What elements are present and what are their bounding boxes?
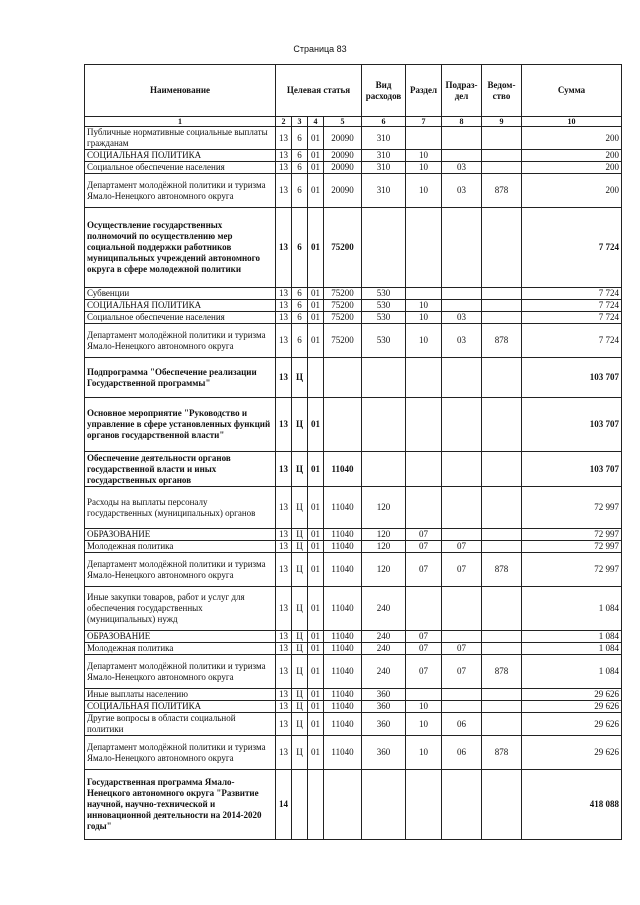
- podrazdel-cell: 03: [442, 312, 482, 324]
- vid-cell: 240: [362, 655, 406, 689]
- vid-cell: 360: [362, 736, 406, 770]
- row-name: Молодежная политика: [85, 541, 276, 553]
- target-code-3: 01: [308, 312, 324, 324]
- target-code-1: 13: [276, 713, 292, 736]
- target-code-2: Ц: [292, 529, 308, 541]
- vid-cell: [362, 358, 406, 398]
- target-code-4: 11040: [324, 713, 362, 736]
- vid-cell: 310: [362, 174, 406, 208]
- sum-cell: 72 997: [522, 553, 622, 587]
- row-name: Обеспечение деятельности органов государственной власти и иных государственных органов: [85, 452, 276, 487]
- target-code-1: 13: [276, 631, 292, 643]
- vedomstvo-cell: [482, 487, 522, 529]
- podrazdel-cell: [442, 208, 482, 288]
- podrazdel-cell: [442, 398, 482, 452]
- target-code-2: 6: [292, 150, 308, 162]
- podrazdel-cell: 03: [442, 174, 482, 208]
- target-code-2: Ц: [292, 643, 308, 655]
- row-name: Осуществление государственных полномочий по осуществлению мер социальной поддержки работников муниципальных учреждений автономного округа в сфере молодежной политики: [85, 208, 276, 288]
- target-code-2: 6: [292, 288, 308, 300]
- sum-cell: 103 707: [522, 398, 622, 452]
- target-code-4: 11040: [324, 541, 362, 553]
- podrazdel-cell: 03: [442, 162, 482, 174]
- sum-cell: 29 626: [522, 713, 622, 736]
- col-number: 1: [85, 117, 276, 127]
- target-code-3: 01: [308, 398, 324, 452]
- row-name: Департамент молодёжной политики и туризма Ямало-Ненецкого автономного округа: [85, 736, 276, 770]
- target-code-4: 11040: [324, 643, 362, 655]
- header-podrazdel: Подраз-дел: [442, 65, 482, 117]
- vedomstvo-cell: [482, 529, 522, 541]
- podrazdel-cell: 07: [442, 541, 482, 553]
- target-code-4: 20090: [324, 162, 362, 174]
- sum-cell: 7 724: [522, 208, 622, 288]
- row-name: Публичные нормативные социальные выплаты гражданам: [85, 127, 276, 150]
- target-code-1: 13: [276, 541, 292, 553]
- podrazdel-cell: [442, 127, 482, 150]
- razdel-cell: [406, 689, 442, 701]
- razdel-cell: [406, 358, 442, 398]
- target-code-1: 13: [276, 208, 292, 288]
- vedomstvo-cell: [482, 398, 522, 452]
- row-name: Департамент молодёжной политики и туризма Ямало-Ненецкого автономного округа: [85, 174, 276, 208]
- target-code-4: 11040: [324, 631, 362, 643]
- vedomstvo-cell: 878: [482, 174, 522, 208]
- target-code-4: 75200: [324, 208, 362, 288]
- row-name: Иные закупки товаров, работ и услуг для обеспечения государственных (муниципальных) нужд: [85, 587, 276, 631]
- table-row: [85, 300, 622, 312]
- razdel-cell: 07: [406, 631, 442, 643]
- row-name: Субвенции: [85, 288, 276, 300]
- vedomstvo-cell: 878: [482, 736, 522, 770]
- col-number: 7: [406, 117, 442, 127]
- razdel-cell: [406, 587, 442, 631]
- target-code-2: [292, 770, 308, 840]
- razdel-cell: 10: [406, 701, 442, 713]
- target-code-4: 11040: [324, 553, 362, 587]
- razdel-cell: [406, 452, 442, 487]
- target-code-1: 13: [276, 174, 292, 208]
- razdel-cell: [406, 127, 442, 150]
- sum-cell: 200: [522, 174, 622, 208]
- razdel-cell: 10: [406, 713, 442, 736]
- table-row: [85, 541, 622, 553]
- vedomstvo-cell: 878: [482, 655, 522, 689]
- target-code-1: 13: [276, 655, 292, 689]
- vid-cell: 310: [362, 162, 406, 174]
- vid-cell: 310: [362, 150, 406, 162]
- sum-cell: 1 084: [522, 631, 622, 643]
- row-name: СОЦИАЛЬНАЯ ПОЛИТИКА: [85, 300, 276, 312]
- target-code-4: 11040: [324, 701, 362, 713]
- target-code-3: 01: [308, 300, 324, 312]
- table-row: [85, 288, 622, 300]
- target-code-4: 75200: [324, 324, 362, 358]
- table-row: [85, 770, 622, 840]
- sum-cell: 200: [522, 150, 622, 162]
- target-code-2: Ц: [292, 701, 308, 713]
- razdel-cell: 07: [406, 541, 442, 553]
- row-name: ОБРАЗОВАНИЕ: [85, 631, 276, 643]
- vid-cell: 360: [362, 713, 406, 736]
- target-code-3: 01: [308, 655, 324, 689]
- sum-cell: 29 626: [522, 736, 622, 770]
- target-code-4: 75200: [324, 312, 362, 324]
- podrazdel-cell: 07: [442, 553, 482, 587]
- target-code-2: 6: [292, 162, 308, 174]
- vid-cell: 530: [362, 300, 406, 312]
- target-code-2: Ц: [292, 736, 308, 770]
- target-code-3: 01: [308, 553, 324, 587]
- target-code-2: Ц: [292, 358, 308, 398]
- vedomstvo-cell: 878: [482, 553, 522, 587]
- header-name: Наименование: [85, 65, 276, 117]
- table-row: [85, 553, 622, 587]
- target-code-4: 11040: [324, 655, 362, 689]
- vid-cell: 310: [362, 127, 406, 150]
- row-name: Другие вопросы в области социальной политики: [85, 713, 276, 736]
- target-code-2: 6: [292, 174, 308, 208]
- razdel-cell: 10: [406, 324, 442, 358]
- col-number: 6: [362, 117, 406, 127]
- sum-cell: 72 997: [522, 541, 622, 553]
- vedomstvo-cell: [482, 713, 522, 736]
- razdel-cell: [406, 487, 442, 529]
- target-code-1: 13: [276, 288, 292, 300]
- target-code-4: 75200: [324, 288, 362, 300]
- col-number: 3: [292, 117, 308, 127]
- vedomstvo-cell: [482, 631, 522, 643]
- podrazdel-cell: [442, 358, 482, 398]
- header-vid: Вид расходов: [362, 65, 406, 117]
- col-number: 4: [308, 117, 324, 127]
- razdel-cell: [406, 208, 442, 288]
- page-label: Страница 83: [293, 44, 347, 54]
- target-code-3: 01: [308, 288, 324, 300]
- vedomstvo-cell: [482, 541, 522, 553]
- vedomstvo-cell: [482, 643, 522, 655]
- target-code-3: 01: [308, 162, 324, 174]
- vid-cell: 530: [362, 312, 406, 324]
- target-code-3: 01: [308, 736, 324, 770]
- target-code-3: 01: [308, 541, 324, 553]
- vid-cell: 360: [362, 689, 406, 701]
- podrazdel-cell: 03: [442, 324, 482, 358]
- razdel-cell: 10: [406, 162, 442, 174]
- target-code-1: 13: [276, 127, 292, 150]
- target-code-4: 20090: [324, 150, 362, 162]
- vedomstvo-cell: [482, 587, 522, 631]
- sum-cell: 1 084: [522, 643, 622, 655]
- target-code-1: 13: [276, 452, 292, 487]
- razdel-cell: 10: [406, 312, 442, 324]
- podrazdel-cell: 06: [442, 736, 482, 770]
- target-code-3: 01: [308, 689, 324, 701]
- table-row: [85, 631, 622, 643]
- sum-cell: 200: [522, 127, 622, 150]
- header-target: Целевая статья: [276, 65, 362, 117]
- vid-cell: [362, 452, 406, 487]
- razdel-cell: [406, 770, 442, 840]
- target-code-1: 13: [276, 643, 292, 655]
- sum-cell: 7 724: [522, 324, 622, 358]
- table-row: [85, 587, 622, 631]
- target-code-3: 01: [308, 643, 324, 655]
- vedomstvo-cell: [482, 150, 522, 162]
- vid-cell: 240: [362, 643, 406, 655]
- row-name: Департамент молодёжной политики и туризма Ямало-Ненецкого автономного округа: [85, 324, 276, 358]
- podrazdel-cell: [442, 701, 482, 713]
- sum-cell: 72 997: [522, 529, 622, 541]
- razdel-cell: 07: [406, 643, 442, 655]
- target-code-3: 01: [308, 324, 324, 358]
- target-code-3: 01: [308, 150, 324, 162]
- sum-cell: 418 088: [522, 770, 622, 840]
- table-row: [85, 643, 622, 655]
- header-row: [85, 65, 622, 117]
- vid-cell: [362, 770, 406, 840]
- table-row: [85, 358, 622, 398]
- target-code-4: [324, 358, 362, 398]
- target-code-1: 13: [276, 300, 292, 312]
- vid-cell: 120: [362, 553, 406, 587]
- podrazdel-cell: 07: [442, 643, 482, 655]
- vedomstvo-cell: 878: [482, 324, 522, 358]
- header-razdel: Раздел: [406, 65, 442, 117]
- target-code-1: 13: [276, 587, 292, 631]
- row-name: Департамент молодёжной политики и туризма Ямало-Ненецкого автономного округа: [85, 655, 276, 689]
- vedomstvo-cell: [482, 689, 522, 701]
- sum-cell: 72 997: [522, 487, 622, 529]
- razdel-cell: 07: [406, 553, 442, 587]
- sum-cell: 103 707: [522, 358, 622, 398]
- row-name: Иные выплаты населению: [85, 689, 276, 701]
- table-row: [85, 150, 622, 162]
- col-number: 2: [276, 117, 292, 127]
- razdel-cell: 07: [406, 655, 442, 689]
- vid-cell: 120: [362, 529, 406, 541]
- vid-cell: 530: [362, 288, 406, 300]
- budget-table: [84, 64, 622, 840]
- podrazdel-cell: [442, 288, 482, 300]
- sum-cell: 103 707: [522, 452, 622, 487]
- target-code-2: Ц: [292, 553, 308, 587]
- sum-cell: 7 724: [522, 300, 622, 312]
- vid-cell: 240: [362, 631, 406, 643]
- table-row: [85, 713, 622, 736]
- vid-cell: [362, 398, 406, 452]
- podrazdel-cell: [442, 689, 482, 701]
- razdel-cell: 10: [406, 174, 442, 208]
- row-name: Молодежная политика: [85, 643, 276, 655]
- target-code-2: 6: [292, 208, 308, 288]
- row-name: Основное мероприятие "Руководство и управление в сфере установленных функций органов государственной власти": [85, 398, 276, 452]
- vid-cell: 120: [362, 487, 406, 529]
- vid-cell: [362, 208, 406, 288]
- vid-cell: 240: [362, 587, 406, 631]
- target-code-4: 75200: [324, 300, 362, 312]
- target-code-2: 6: [292, 300, 308, 312]
- table-row: [85, 208, 622, 288]
- target-code-4: 11040: [324, 529, 362, 541]
- target-code-2: Ц: [292, 689, 308, 701]
- row-name: Департамент молодёжной политики и туризма Ямало-Ненецкого автономного округа: [85, 553, 276, 587]
- target-code-4: [324, 398, 362, 452]
- target-code-3: [308, 770, 324, 840]
- podrazdel-cell: 06: [442, 713, 482, 736]
- podrazdel-cell: [442, 150, 482, 162]
- header-summa: Сумма: [522, 65, 622, 117]
- target-code-1: 13: [276, 701, 292, 713]
- target-code-2: 6: [292, 312, 308, 324]
- target-code-1: 13: [276, 150, 292, 162]
- sum-cell: 1 084: [522, 587, 622, 631]
- target-code-1: 13: [276, 324, 292, 358]
- table-row: [85, 398, 622, 452]
- target-code-2: Ц: [292, 655, 308, 689]
- target-code-2: 6: [292, 324, 308, 358]
- target-code-3: 01: [308, 631, 324, 643]
- header-vedomstvo: Ведом-ство: [482, 65, 522, 117]
- razdel-cell: [406, 288, 442, 300]
- podrazdel-cell: [442, 529, 482, 541]
- target-code-1: 13: [276, 398, 292, 452]
- target-code-3: 01: [308, 452, 324, 487]
- target-code-1: 13: [276, 689, 292, 701]
- target-code-4: 20090: [324, 127, 362, 150]
- target-code-2: Ц: [292, 713, 308, 736]
- table-row: [85, 162, 622, 174]
- row-name: Социальное обеспечение населения: [85, 312, 276, 324]
- podrazdel-cell: [442, 452, 482, 487]
- target-code-2: Ц: [292, 541, 308, 553]
- razdel-cell: 10: [406, 300, 442, 312]
- vedomstvo-cell: [482, 770, 522, 840]
- target-code-4: 11040: [324, 452, 362, 487]
- vid-cell: 530: [362, 324, 406, 358]
- sum-cell: 7 724: [522, 288, 622, 300]
- podrazdel-cell: 07: [442, 655, 482, 689]
- target-code-2: Ц: [292, 631, 308, 643]
- row-name: Подпрограмма "Обеспечение реализации Государственной программы": [85, 358, 276, 398]
- target-code-2: Ц: [292, 587, 308, 631]
- target-code-1: 13: [276, 529, 292, 541]
- vedomstvo-cell: [482, 162, 522, 174]
- target-code-3: 01: [308, 487, 324, 529]
- row-name: Государственная программа Ямало-Ненецкого автономного округа "Развитие научной, научно-технической и инновационной деятельности на 2014-2020 годы": [85, 770, 276, 840]
- target-code-3: 01: [308, 174, 324, 208]
- target-code-2: 6: [292, 127, 308, 150]
- sum-cell: 1 084: [522, 655, 622, 689]
- row-name: Расходы на выплаты персоналу государственных (муниципальных) органов: [85, 487, 276, 529]
- table-row: [85, 529, 622, 541]
- target-code-1: 13: [276, 312, 292, 324]
- podrazdel-cell: [442, 631, 482, 643]
- target-code-4: 11040: [324, 587, 362, 631]
- target-code-3: 01: [308, 127, 324, 150]
- podrazdel-cell: [442, 300, 482, 312]
- target-code-1: 13: [276, 553, 292, 587]
- col-number: 10: [522, 117, 622, 127]
- target-code-1: 13: [276, 162, 292, 174]
- vedomstvo-cell: [482, 701, 522, 713]
- target-code-1: 14: [276, 770, 292, 840]
- target-code-1: 13: [276, 736, 292, 770]
- column-number-row: [85, 117, 622, 127]
- target-code-4: 11040: [324, 736, 362, 770]
- row-name: Социальное обеспечение населения: [85, 162, 276, 174]
- podrazdel-cell: [442, 587, 482, 631]
- table-row: [85, 655, 622, 689]
- row-name: ОБРАЗОВАНИЕ: [85, 529, 276, 541]
- vedomstvo-cell: [482, 208, 522, 288]
- table-row: [85, 174, 622, 208]
- target-code-2: Ц: [292, 487, 308, 529]
- sum-cell: 29 626: [522, 701, 622, 713]
- vedomstvo-cell: [482, 300, 522, 312]
- col-number: 5: [324, 117, 362, 127]
- table-row: [85, 324, 622, 358]
- target-code-1: 13: [276, 487, 292, 529]
- target-code-4: [324, 770, 362, 840]
- target-code-3: 01: [308, 713, 324, 736]
- target-code-4: 20090: [324, 174, 362, 208]
- vedomstvo-cell: [482, 288, 522, 300]
- target-code-4: 11040: [324, 689, 362, 701]
- table-row: [85, 701, 622, 713]
- sum-cell: 200: [522, 162, 622, 174]
- table-row: [85, 689, 622, 701]
- podrazdel-cell: [442, 770, 482, 840]
- table-row: [85, 736, 622, 770]
- target-code-2: Ц: [292, 398, 308, 452]
- row-name: СОЦИАЛЬНАЯ ПОЛИТИКА: [85, 150, 276, 162]
- table-row: [85, 127, 622, 150]
- target-code-3: 01: [308, 208, 324, 288]
- vedomstvo-cell: [482, 312, 522, 324]
- sum-cell: 29 626: [522, 689, 622, 701]
- vedomstvo-cell: [482, 452, 522, 487]
- col-number: 9: [482, 117, 522, 127]
- vedomstvo-cell: [482, 358, 522, 398]
- vedomstvo-cell: [482, 127, 522, 150]
- table-row: [85, 312, 622, 324]
- sum-cell: 7 724: [522, 312, 622, 324]
- podrazdel-cell: [442, 487, 482, 529]
- vid-cell: 360: [362, 701, 406, 713]
- razdel-cell: 10: [406, 150, 442, 162]
- table-row: [85, 487, 622, 529]
- col-number: 8: [442, 117, 482, 127]
- razdel-cell: 10: [406, 736, 442, 770]
- target-code-3: 01: [308, 529, 324, 541]
- razdel-cell: [406, 398, 442, 452]
- razdel-cell: 07: [406, 529, 442, 541]
- row-name: СОЦИАЛЬНАЯ ПОЛИТИКА: [85, 701, 276, 713]
- vid-cell: 120: [362, 541, 406, 553]
- target-code-1: 13: [276, 358, 292, 398]
- target-code-3: 01: [308, 701, 324, 713]
- target-code-2: Ц: [292, 452, 308, 487]
- target-code-4: 11040: [324, 487, 362, 529]
- table-row: [85, 452, 622, 487]
- target-code-3: [308, 358, 324, 398]
- target-code-3: 01: [308, 587, 324, 631]
